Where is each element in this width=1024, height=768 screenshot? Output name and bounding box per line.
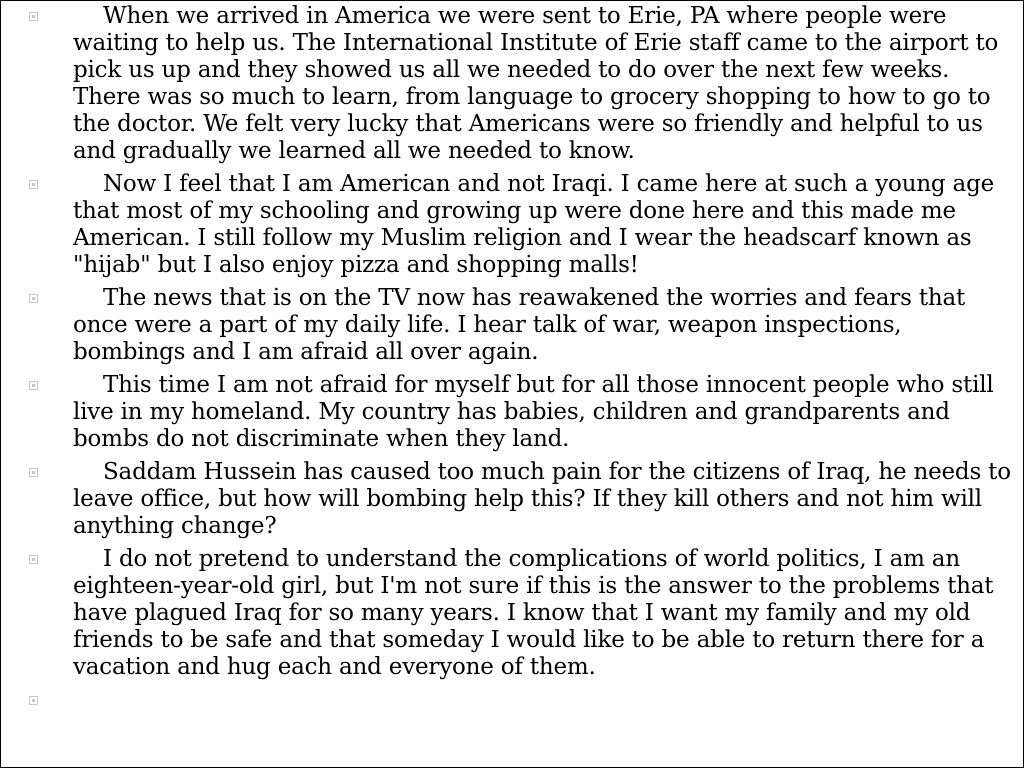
list-item	[1, 171, 1024, 279]
paragraph-text: This time I am not afraid for myself but for all those innocent people who still live in my homeland. My country has babies, children and grandparents and bombs do not discriminate when they land.	[73, 372, 994, 452]
square-bullet-icon	[29, 381, 38, 390]
list-item-empty	[1, 687, 1024, 714]
square-bullet-icon	[29, 468, 38, 477]
paragraph-list	[1, 3, 1024, 720]
square-bullet-icon	[29, 294, 38, 303]
square-bullet-icon	[29, 696, 38, 705]
square-bullet-icon	[29, 180, 38, 189]
square-bullet-icon	[29, 12, 38, 21]
paragraph-text: Saddam Hussein has caused too much pain for the citizens of Iraq, he needs to leave office, but how will bombing help this? If they kill others and not him will anything change?	[73, 459, 1011, 539]
square-bullet-icon	[29, 555, 38, 564]
list-item	[1, 372, 1024, 453]
paragraph-text: I do not pretend to understand the complications of world politics, I am an eighteen-year-old girl, but I'm not sure if this is the answer to the problems that have plagued Iraq for so many years. I know that I want my family and my old friends to be safe and that someday I would like to be able to return there for a vacation and hug each and everyone of them.	[73, 546, 994, 680]
paragraph-text: Now I feel that I am American and not Iraqi. I came here at such a young age that most of my schooling and growing up were done here and this made me American. I still follow my Muslim religion and I wear the headscarf known as "hijab" but I also enjoy pizza and shopping malls!	[73, 171, 995, 278]
list-item	[1, 3, 1024, 165]
list-item	[1, 285, 1024, 366]
paragraph-text: When we arrived in America we were sent to Erie, PA where people were waiting to help us. The International Institute of Erie staff came to the airport to pick us up and they showed us all we needed to do over the next few weeks. There was so much to learn, from language to grocery shopping to how to go to the doctor. We felt very lucky that Americans were so friendly and helpful to us and gradually we learned all we needed to know.	[73, 3, 999, 164]
paragraph-text: The news that is on the TV now has reawakened the worries and fears that once were a part of my daily life. I hear talk of war, weapon inspections, bombings and I am afraid all over again.	[73, 285, 966, 365]
list-item	[1, 459, 1024, 540]
list-item	[1, 546, 1024, 681]
